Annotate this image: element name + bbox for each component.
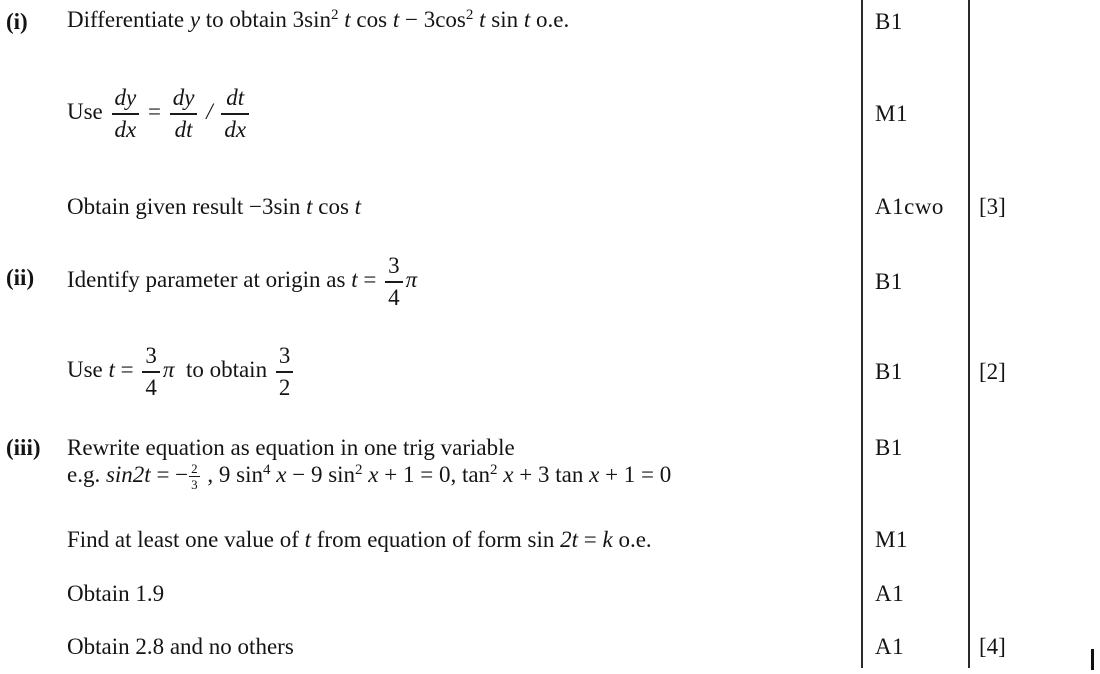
scheme-row	[0, 193, 1100, 220]
math-text: t	[479, 7, 486, 32]
math-text: = −	[150, 462, 189, 487]
math-text: Use	[67, 99, 109, 125]
mark-code: A1cwo	[875, 193, 944, 219]
mark-code: A1	[875, 633, 905, 659]
scheme-row	[0, 343, 1100, 401]
math-text: t	[306, 194, 313, 219]
row-content	[67, 580, 1100, 607]
mark-code: M1	[875, 100, 908, 126]
mark-code: A1	[875, 580, 905, 606]
math-text: 2t	[560, 527, 579, 552]
math-text: t	[344, 7, 351, 32]
row-content	[67, 343, 1100, 401]
content-line	[67, 193, 1100, 220]
math-text: sin2t	[105, 462, 151, 487]
fraction	[276, 343, 294, 401]
math-text: =	[142, 99, 167, 125]
math-text: =	[114, 357, 140, 383]
scheme-row	[0, 580, 1100, 607]
scheme-row	[0, 633, 1100, 660]
mark-code: B1	[875, 435, 903, 460]
content-line	[67, 580, 1100, 607]
fraction	[189, 462, 200, 492]
fraction-denominator: dx	[224, 116, 247, 142]
math-text: , 9 sin	[201, 462, 263, 487]
math-text: + 3 tan	[513, 462, 590, 487]
math-text: x	[503, 462, 514, 487]
math-text: t	[523, 7, 531, 32]
fraction-denominator: dx	[114, 116, 137, 142]
row-content	[67, 193, 1100, 220]
content-line	[67, 633, 1100, 660]
math-text: sin	[485, 7, 524, 32]
superscript: 2	[355, 462, 363, 478]
fraction-numerator: dy	[112, 85, 140, 115]
math-text: from equation of form sin	[311, 527, 561, 552]
fraction-numerator: 3	[142, 343, 160, 373]
superscript: 2	[331, 7, 339, 23]
math-text: =	[578, 527, 603, 552]
superscript: 2	[465, 7, 474, 23]
math-text: + 1 = 0, tan	[378, 462, 491, 487]
math-text: e.g.	[67, 462, 106, 487]
fraction	[170, 85, 198, 143]
content-line	[67, 6, 1100, 37]
math-text: /	[200, 99, 219, 125]
content-line	[67, 85, 1100, 143]
superscript: 4	[263, 462, 271, 478]
part-label: (i)	[6, 8, 28, 34]
math-text: to obtain	[174, 357, 273, 383]
part-total: [3]	[979, 193, 1006, 219]
fraction-numerator: 3	[276, 343, 294, 373]
math-text: Find at least one value of	[67, 527, 305, 552]
content-line	[67, 434, 1100, 461]
math-text: Obtain 2.8 and no others	[67, 634, 294, 659]
math-text: t	[351, 267, 358, 293]
math-text: o.e.	[530, 7, 570, 32]
math-text: Differentiate	[67, 7, 190, 32]
fraction-numerator: dt	[221, 85, 249, 115]
page-edge-mark	[1091, 649, 1094, 670]
math-text: t	[108, 357, 115, 383]
part-label: (ii)	[6, 264, 35, 290]
math-text: cos	[312, 194, 355, 219]
math-text: k	[602, 527, 613, 552]
row-content	[67, 85, 1100, 143]
content-line	[67, 253, 1100, 311]
math-text: =	[357, 267, 383, 293]
scheme-row	[0, 6, 1100, 37]
math-text: x	[589, 462, 600, 487]
content-line	[67, 526, 1100, 553]
content-line	[67, 343, 1100, 401]
mark-code: B1	[875, 268, 903, 294]
fraction-denominator: 2	[278, 374, 291, 400]
fraction-denominator: 4	[388, 284, 400, 310]
superscript: 2	[490, 462, 498, 478]
math-text: cos	[350, 7, 393, 32]
row-content	[67, 526, 1100, 553]
math-text: to obtain 3sin	[200, 7, 332, 32]
scheme-row	[0, 434, 1100, 492]
fraction-numerator: dy	[170, 85, 198, 115]
mark-code: M1	[875, 526, 908, 552]
math-text: t	[392, 7, 400, 32]
math-text: Obtain 1.9	[67, 581, 165, 606]
math-text: − 9 sin	[286, 462, 356, 487]
mark-code: B1	[875, 8, 903, 34]
math-text: x	[276, 462, 287, 487]
mark-code: B1	[875, 358, 903, 384]
fraction	[142, 343, 160, 401]
fraction-numerator: 3	[385, 253, 403, 283]
math-text: y	[189, 7, 201, 32]
scheme-row	[0, 253, 1100, 311]
math-text: + 1 = 0	[599, 462, 672, 487]
fraction-numerator: 2	[191, 460, 198, 476]
row-content	[67, 434, 1100, 492]
row-content	[67, 6, 1100, 37]
math-text: π	[162, 357, 175, 383]
fraction	[112, 85, 140, 143]
fraction-denominator: dt	[174, 116, 193, 142]
math-text: Obtain given result −3sin	[67, 194, 307, 219]
content-line	[67, 461, 1100, 492]
scheme-row	[0, 526, 1100, 553]
fraction	[385, 253, 403, 311]
math-text: x	[368, 462, 379, 487]
math-text: Use	[67, 357, 109, 383]
part-label: (iii)	[6, 435, 41, 460]
part-total: [2]	[979, 358, 1006, 384]
math-text: o.e.	[612, 527, 652, 552]
math-text: t	[304, 527, 311, 552]
fraction-denominator: 4	[145, 374, 157, 400]
row-content	[67, 633, 1100, 660]
part-total: [4]	[979, 633, 1006, 659]
math-text: − 3cos	[399, 7, 466, 32]
math-text: Rewrite equation as equation in one trig variable	[67, 435, 515, 460]
math-text: π	[405, 267, 418, 293]
row-content	[67, 253, 1100, 311]
math-text: Identify parameter at origin as	[67, 267, 352, 293]
fraction-denominator: 3	[191, 477, 198, 493]
math-text: t	[354, 194, 362, 219]
scheme-row	[0, 85, 1100, 143]
fraction	[221, 85, 249, 143]
